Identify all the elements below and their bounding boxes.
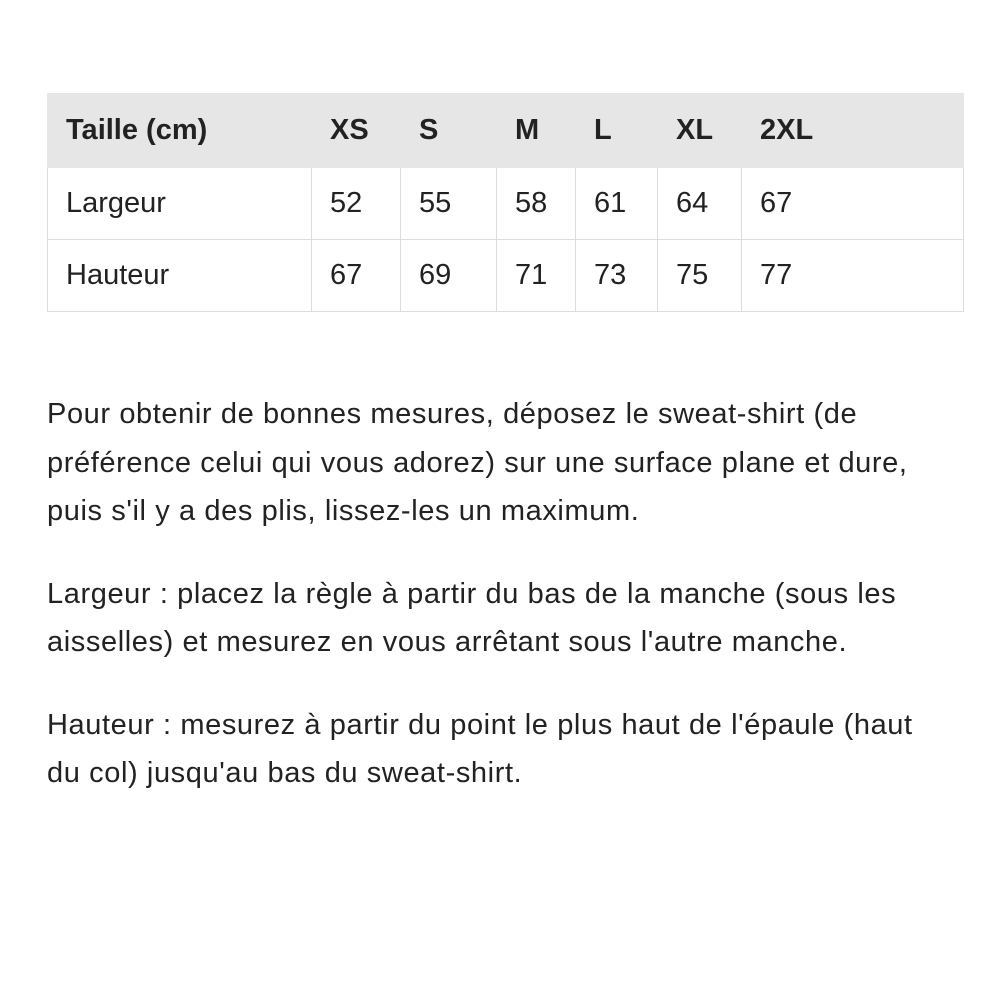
header-size-xs: XS — [312, 94, 401, 168]
table-cell: 64 — [658, 168, 742, 240]
table-cell: 52 — [312, 168, 401, 240]
table-cell: 73 — [576, 240, 658, 312]
table-cell: 67 — [312, 240, 401, 312]
header-size-2xl: 2XL — [742, 94, 964, 168]
header-size-m: M — [497, 94, 576, 168]
table-row-largeur — [48, 168, 964, 240]
table-cell: 67 — [742, 168, 964, 240]
table-cell: 55 — [401, 168, 497, 240]
height-instruction-paragraph: Hauteur : mesurez à partir du point le plus haut de l'épaule (haut du col) jusqu'au bas du sweat-shirt. — [47, 708, 913, 789]
header-size-l: L — [576, 94, 658, 168]
intro-paragraph: Pour obtenir de bonnes mesures, déposez le sweat-shirt (de préférence celui qui vous adorez) sur une surface plane et dure, puis s'il y a des plis, lissez-les un maximum. — [47, 398, 908, 527]
header-size-xl: XL — [658, 94, 742, 168]
table-cell: 61 — [576, 168, 658, 240]
table-cell: 77 — [742, 240, 964, 312]
table-header-row — [48, 94, 964, 168]
size-chart-table — [47, 93, 964, 312]
table-row-hauteur — [48, 240, 964, 312]
table-cell: 75 — [658, 240, 742, 312]
table-cell: 58 — [497, 168, 576, 240]
header-size-label: Taille (cm) — [48, 94, 312, 168]
table-cell: 71 — [497, 240, 576, 312]
measurement-instructions — [47, 390, 947, 832]
table-cell: 69 — [401, 240, 497, 312]
width-instruction-paragraph: Largeur : placez la règle à partir du bas de la manche (sous les aisselles) et mesurez en vous arrêtant sous l'autre manche. — [47, 577, 897, 658]
header-size-s: S — [401, 94, 497, 168]
row-label: Largeur — [48, 168, 312, 240]
row-label: Hauteur — [48, 240, 312, 312]
